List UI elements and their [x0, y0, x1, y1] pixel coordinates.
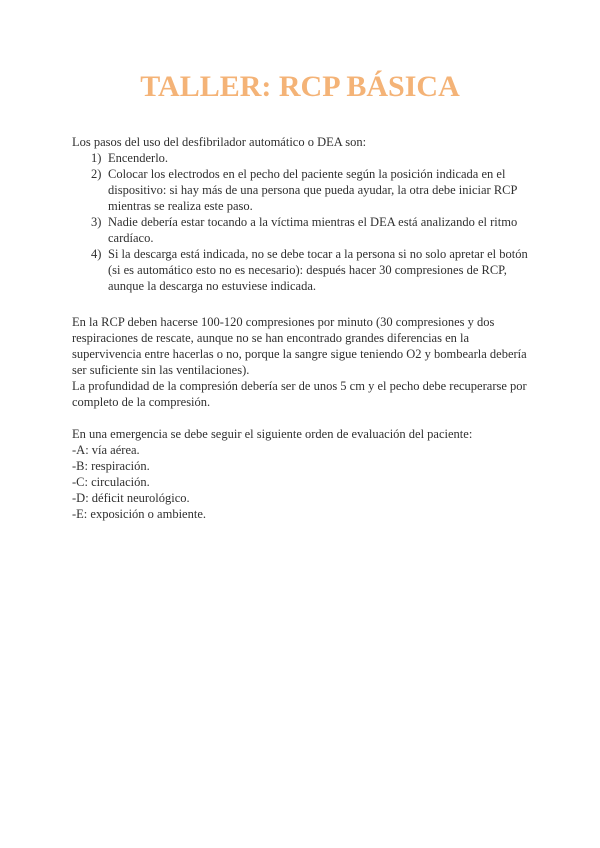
list-item-text: Colocar los electrodos en el pecho del paciente según la posición indicada en el dispositivo: si hay más de una persona que pueda ayudar, la otra debe iniciar RCP mientras se realiza este paso.: [108, 167, 518, 213]
evaluation-order-section: [72, 426, 528, 522]
list-item-number: 2): [91, 167, 102, 181]
list-item-text: Si la descarga está indicada, no se debe tocar a la persona si no solo apretar el botón (si es automático esto no es necesario): después hacer 30 compresiones de RCP, aunque la descarga no estuviese indicada.: [108, 247, 528, 293]
list-item-text: Nadie debería estar tocando a la víctima mientras el DEA está analizando el ritmo cardíaco.: [108, 215, 518, 245]
list-item-text: Encenderlo.: [108, 151, 169, 165]
list-item: -A: vía aérea.: [72, 443, 140, 457]
list-item: -D: déficit neurológico.: [72, 491, 190, 505]
list-item: [72, 166, 528, 214]
list-item-number: 4): [91, 247, 102, 261]
list-item: [72, 150, 528, 166]
list-item: [72, 246, 528, 294]
list-item-number: 1): [91, 151, 102, 165]
list-item-number: 3): [91, 215, 102, 229]
evaluation-intro-text: En una emergencia se debe seguir el siguiente orden de evaluación del paciente:: [72, 427, 473, 441]
compressions-paragraph: En la RCP deben hacerse 100-120 compresiones por minuto (30 compresiones y dos respiraciones de rescate, aunque no se han encontrado grandes diferencias en la supervivencia entre hacerlas o no, porque la sangre sigue teniendo O2 y bombearla debería ser suficiente sin las ventilaciones).: [72, 315, 527, 377]
list-item: [72, 214, 528, 246]
page-title: TALLER: RCP BÁSICA: [140, 70, 460, 103]
rcp-compressions-section: [72, 314, 528, 410]
dea-intro-text: Los pasos del uso del desfibrilador automático o DEA son:: [72, 135, 367, 149]
dea-steps-list: [72, 150, 528, 294]
list-item: -B: respiración.: [72, 459, 150, 473]
dea-steps-section: [72, 134, 528, 294]
compression-depth-paragraph: La profundidad de la compresión debería ser de unos 5 cm y el pecho debe recuperarse por completo de la compresión.: [72, 379, 527, 409]
list-item: -E: exposición o ambiente.: [72, 507, 206, 521]
list-item: -C: circulación.: [72, 475, 150, 489]
